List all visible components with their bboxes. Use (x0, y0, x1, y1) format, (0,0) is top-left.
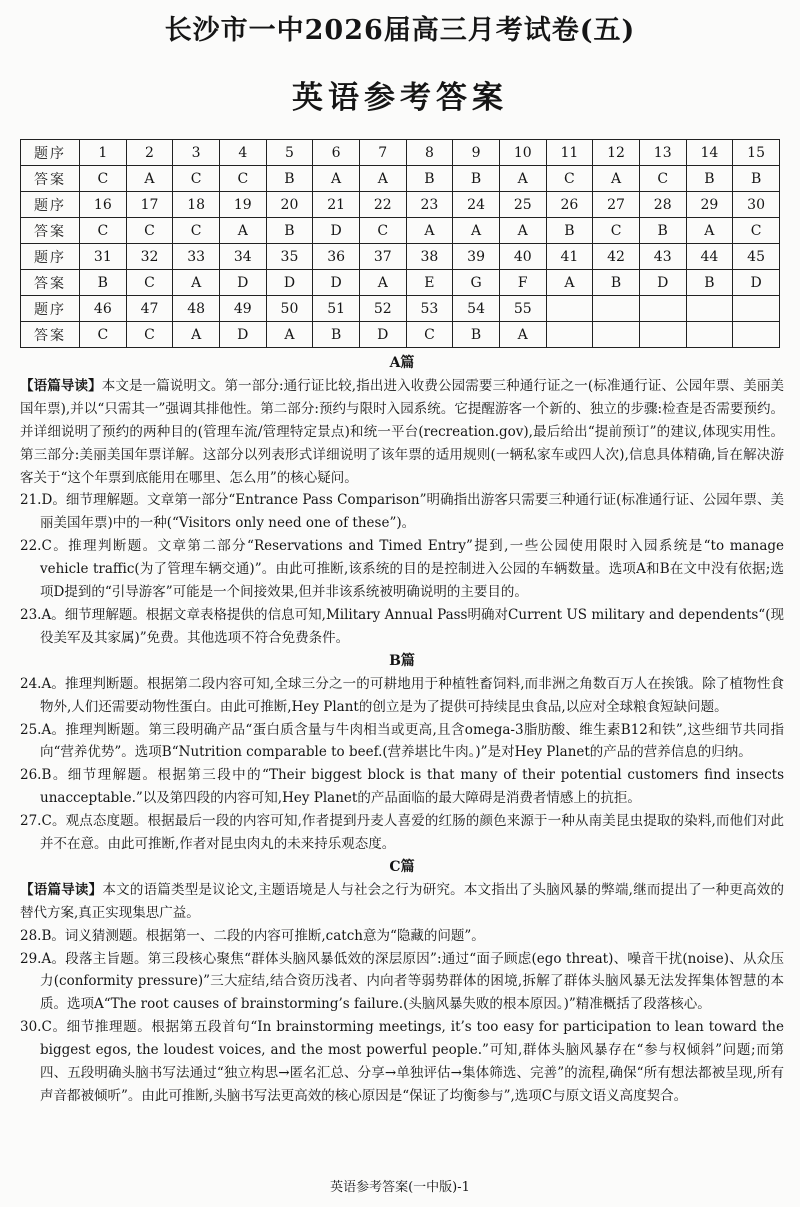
answer-table-cell: 47 (126, 296, 173, 322)
answer-table-cell: C (80, 322, 127, 348)
answer-table-cell: 45 (733, 244, 780, 270)
answer-table-cell: C (173, 166, 220, 192)
answer-table-cell: B (593, 270, 640, 296)
answer-table-cell: 4 (219, 140, 266, 166)
answer-table-cell: A (359, 166, 406, 192)
answer-table-cell: A (546, 270, 593, 296)
answer-table-cell: C (80, 166, 127, 192)
row-label: 答案 (21, 270, 80, 296)
answer-table-cell: D (359, 322, 406, 348)
answer-table-cell: C (173, 218, 220, 244)
answer-table-cell (593, 296, 640, 322)
answer-table-cell: 11 (546, 140, 593, 166)
answer-table-row (21, 140, 780, 166)
answer-table-cell: A (686, 218, 733, 244)
row-label: 答案 (21, 322, 80, 348)
answer-table-cell: D (219, 322, 266, 348)
row-label: 题序 (21, 140, 80, 166)
answer-table-cell: A (406, 218, 453, 244)
section-title: A篇 (389, 355, 415, 371)
row-label: 题序 (21, 192, 80, 218)
answer-table-cell: 7 (359, 140, 406, 166)
answer-table-cell: 2 (126, 140, 173, 166)
answer-table-cell: A (499, 322, 546, 348)
row-label: 题序 (21, 244, 80, 270)
answer-table-cell: 37 (359, 244, 406, 270)
answer-table-cell: 16 (80, 192, 127, 218)
answer-table-cell: 5 (266, 140, 313, 166)
section-title: C篇 (389, 858, 415, 875)
answer-table-cell: 31 (80, 244, 127, 270)
answer-table-cell (639, 322, 686, 348)
answer-table-cell: D (313, 218, 360, 244)
section-title: B篇 (389, 652, 415, 669)
answer-table-cell: 18 (173, 192, 220, 218)
answer-table-cell: 6 (313, 140, 360, 166)
answer-table-cell: A (593, 166, 640, 192)
answer-table-cell: B (313, 322, 360, 348)
answer-table-cell: 52 (359, 296, 406, 322)
answer-table (20, 139, 780, 348)
answer-table-cell: C (219, 166, 266, 192)
answer-table-cell: 46 (80, 296, 127, 322)
answer-table-row (21, 244, 780, 270)
answer-table-cell: B (266, 218, 313, 244)
answer-table-cell: 54 (453, 296, 500, 322)
answer-table-cell: A (313, 166, 360, 192)
answer-explanation: 29.A。段落主旨题。第三段核心聚焦“群体头脑风暴低效的深层原因”:通过“面子顾虑(ego threat)、噪音干扰(noise)、从众压力(conformity pressure)”三大症结,结合资历浅者、内向者等弱势群体的困境,拆解了群体头脑风暴无法发挥集体智慧的本质。选项A“The root causes of brainstorming’s failure.(头脑风暴失败的根本原因。)”精准概括了段落核心。 (20, 950, 784, 1013)
answer-table-cell: A (219, 218, 266, 244)
answer-table-cell: C (126, 322, 173, 348)
answer-table-cell: 32 (126, 244, 173, 270)
answer-table-cell: 34 (219, 244, 266, 270)
answer-table-cell: B (453, 322, 500, 348)
answer-explanation: 24.A。推理判断题。根据第二段内容可知,全球三分之一的可耕地用于种植牲畜饲料,而非洲之角数百万人在挨饿。除了植物性食物外,人们还需要动物性蛋白。由此可推断,Hey Plant的创立是为了提供可持续昆虫食品,以应对全球粮食短缺问题。 (20, 675, 784, 715)
document-subtitle: 英语参考答案 (292, 80, 508, 116)
reading-guide-label: 【语篇导读】 (20, 377, 102, 394)
answer-table-cell: B (546, 218, 593, 244)
answer-table-cell: 14 (686, 140, 733, 166)
answer-table-cell: A (173, 322, 220, 348)
answer-table-cell: 51 (313, 296, 360, 322)
answer-table-cell: D (313, 270, 360, 296)
answer-table-cell: 50 (266, 296, 313, 322)
reading-guide-label: 【语篇导读】 (20, 881, 103, 898)
answer-table-cell: G (453, 270, 500, 296)
answer-explanation: 27.C。观点态度题。根据最后一段的内容可知,作者提到丹麦人喜爱的红肠的颜色来源于一种从南美昆虫提取的染料,而他们对此并不在意。由此可推断,作者对昆虫肉丸的未来持乐观态度。 (20, 813, 784, 853)
answer-table-cell: 44 (686, 244, 733, 270)
answer-table-cell: B (686, 270, 733, 296)
answer-table-cell: 42 (593, 244, 640, 270)
answer-table-cell: C (126, 218, 173, 244)
explanations-body (20, 352, 784, 1108)
answer-table-cell: 9 (453, 140, 500, 166)
reading-guide (20, 375, 784, 490)
answer-table-cell: 13 (639, 140, 686, 166)
answer-table-row (21, 218, 780, 244)
answer-explanation: 23.A。细节理解题。根据文章表格提供的信息可知,Military Annual Pass明确对Current US military and dependents“(现役美军及其家属)”免费。其他选项不符合免费条件。 (20, 606, 784, 646)
answer-table-cell: A (453, 218, 500, 244)
answer-table-cell: 30 (733, 192, 780, 218)
answer-table-cell: B (266, 166, 313, 192)
answer-table-cell: B (406, 166, 453, 192)
answer-table-cell: C (593, 218, 640, 244)
answer-table-cell: 55 (499, 296, 546, 322)
answer-table-cell: 17 (126, 192, 173, 218)
answer-table-cell: A (173, 270, 220, 296)
answer-table-cell: 3 (173, 140, 220, 166)
answer-table-row (21, 296, 780, 322)
answer-table-cell: D (219, 270, 266, 296)
answer-table-cell: A (126, 166, 173, 192)
answer-table-cell: 41 (546, 244, 593, 270)
answer-table-row (21, 322, 780, 348)
answer-table-cell: 15 (733, 140, 780, 166)
answer-table-cell (686, 322, 733, 348)
answer-table-cell (733, 322, 780, 348)
answer-table-cell: 19 (219, 192, 266, 218)
answer-table-cell: 1 (80, 140, 127, 166)
answer-table-cell: 23 (406, 192, 453, 218)
answer-table-cell: 12 (593, 140, 640, 166)
answer-table-cell: C (406, 322, 453, 348)
answer-table-cell (546, 296, 593, 322)
answer-table-cell: D (733, 270, 780, 296)
row-label: 答案 (21, 218, 80, 244)
answer-table-cell: 48 (173, 296, 220, 322)
answer-table-cell: B (733, 166, 780, 192)
answer-table-row (21, 166, 780, 192)
answer-explanation: 30.C。细节推理题。根据第五段首句“In brainstorming meetings, it’s too easy for participation to lean toward the biggest egos, the loudest voices, and the most powerful people.”可知,群体头脑风暴存在“参与权倾斜”问题;而第四、五段明确头脑书写法通过“独立构思→匿名汇总、分享→单独评估→集体筛选、完善”的流程,确保“所有想法都被呈现,所有声音都被倾听”。由此可推断,头脑书写法更高效的核心原因是“保证了均衡参与”,选项C与原文语义高度契合。 (20, 1019, 784, 1104)
answer-table-cell: C (80, 218, 127, 244)
answer-table-cell: 21 (313, 192, 360, 218)
answer-table-cell: 43 (639, 244, 686, 270)
answer-table-cell: A (499, 218, 546, 244)
answer-table-cell: A (266, 322, 313, 348)
answer-table-cell (686, 296, 733, 322)
answer-table-cell: B (80, 270, 127, 296)
answer-table-cell (639, 296, 686, 322)
answer-table-cell: C (359, 218, 406, 244)
answer-table-cell: C (126, 270, 173, 296)
answer-table-cell: D (266, 270, 313, 296)
answer-table-cell: 10 (499, 140, 546, 166)
answer-explanation: 22.C。推理判断题。文章第二部分“Reservations and Timed Entry”提到,一些公园使用限时入园系统是“to manage vehicle traffic(为了管理车辆交通)”。由此可推断,该系统的目的是控制进入公园的车辆数量。选项A和B在文中没有依据;选项D提到的“引导游客”可能是一个间接效果,但并非该系统被明确说明的主要目的。 (20, 538, 784, 601)
answer-table-cell: A (359, 270, 406, 296)
answer-table-cell: 26 (546, 192, 593, 218)
answer-table-row (21, 192, 780, 218)
answer-table-cell: C (733, 218, 780, 244)
row-label: 题序 (21, 296, 80, 322)
answer-table-cell: 8 (406, 140, 453, 166)
answer-table-cell: 27 (593, 192, 640, 218)
reading-guide-text: 本文是一篇说明文。第一部分:通行证比较,指出进入收费公园需要三种通行证之一(标准通行证、公园年票、美丽美国年票),并以“只需其一”强调其排他性。第二部分:预约与限时入园系统。它提醒游客一个新的、独立的步骤:检查是否需要预约。并详细说明了预约的两种目的(管理车流/管理特定景点)和统一平台(recreation.gov),最后给出“提前预订”的建议,体现实用性。第三部分:美丽美国年票详解。这部分以列表形式详细说明了该年票的适用规则(一辆私家车或四人次),信息具体精确,旨在解决游客关于“这个年票到底能用在哪里、怎么用”的核心疑问。 (20, 377, 784, 486)
answer-table-cell: B (686, 166, 733, 192)
answer-table-cell (733, 296, 780, 322)
page-footer: 英语参考答案(一中版)-1 (330, 1180, 470, 1195)
answer-table-cell: 20 (266, 192, 313, 218)
answer-table-row (21, 270, 780, 296)
answer-explanation: 28.B。词义猜测题。根据第一、二段的内容可推断,catch意为“隐藏的问题”。 (20, 927, 485, 944)
row-label: 答案 (21, 166, 80, 192)
answer-table-cell: 25 (499, 192, 546, 218)
answer-table-cell: 29 (686, 192, 733, 218)
answer-table-cell: 36 (313, 244, 360, 270)
answer-table-cell: D (639, 270, 686, 296)
answer-table-cell: 28 (639, 192, 686, 218)
reading-guide-text: 本文的语篇类型是议论文,主题语境是人与社会之行为研究。本文指出了头脑风暴的弊端,继而提出了一种更高效的替代方案,真正实现集思广益。 (20, 881, 784, 921)
answer-table-cell: 39 (453, 244, 500, 270)
answer-table-cell: F (499, 270, 546, 296)
answer-table-cell: 35 (266, 244, 313, 270)
answer-table-cell: C (639, 166, 686, 192)
answer-explanation: 26.B。细节理解题。根据第三段中的“Their biggest block is that many of their potential customers find insects unacceptable.”以及第四段的内容可知,Hey Planet的产品面临的最大障碍是消费者情感上的抗拒。 (20, 767, 784, 807)
answer-table-cell: A (499, 166, 546, 192)
answer-table-cell: C (546, 166, 593, 192)
answer-table-cell (593, 322, 640, 348)
answer-table-cell: B (639, 218, 686, 244)
answer-explanation: 25.A。推理判断题。第三段明确产品“蛋白质含量与牛肉相当或更高,且含omega-3脂肪酸、维生素B12和铁”,这些细节共同指向“营养优势”。选项B“Nutrition comparable to beef.(营养堪比牛肉。)”是对Hey Planet的产品的营养信息的归纳。 (20, 721, 784, 761)
answer-table-cell: 53 (406, 296, 453, 322)
answer-table-cell: 24 (453, 192, 500, 218)
answer-table-cell: 33 (173, 244, 220, 270)
answer-table-cell: 22 (359, 192, 406, 218)
answer-explanation: 21.D。细节理解题。文章第一部分“Entrance Pass Comparison”明确指出游客只需要三种通行证(标准通行证、公园年票、美丽美国年票)中的一种(“Visitors only need one of these”)。 (20, 492, 784, 532)
answer-table-cell (546, 322, 593, 348)
exam-title: 长沙市一中2026届高三月考试卷(五) (164, 15, 636, 46)
answer-table-cell: 40 (499, 244, 546, 270)
reading-guide (20, 879, 784, 925)
answer-table-cell: B (453, 166, 500, 192)
answer-table-cell: 38 (406, 244, 453, 270)
answer-table-cell: 49 (219, 296, 266, 322)
answer-table-cell: E (406, 270, 453, 296)
